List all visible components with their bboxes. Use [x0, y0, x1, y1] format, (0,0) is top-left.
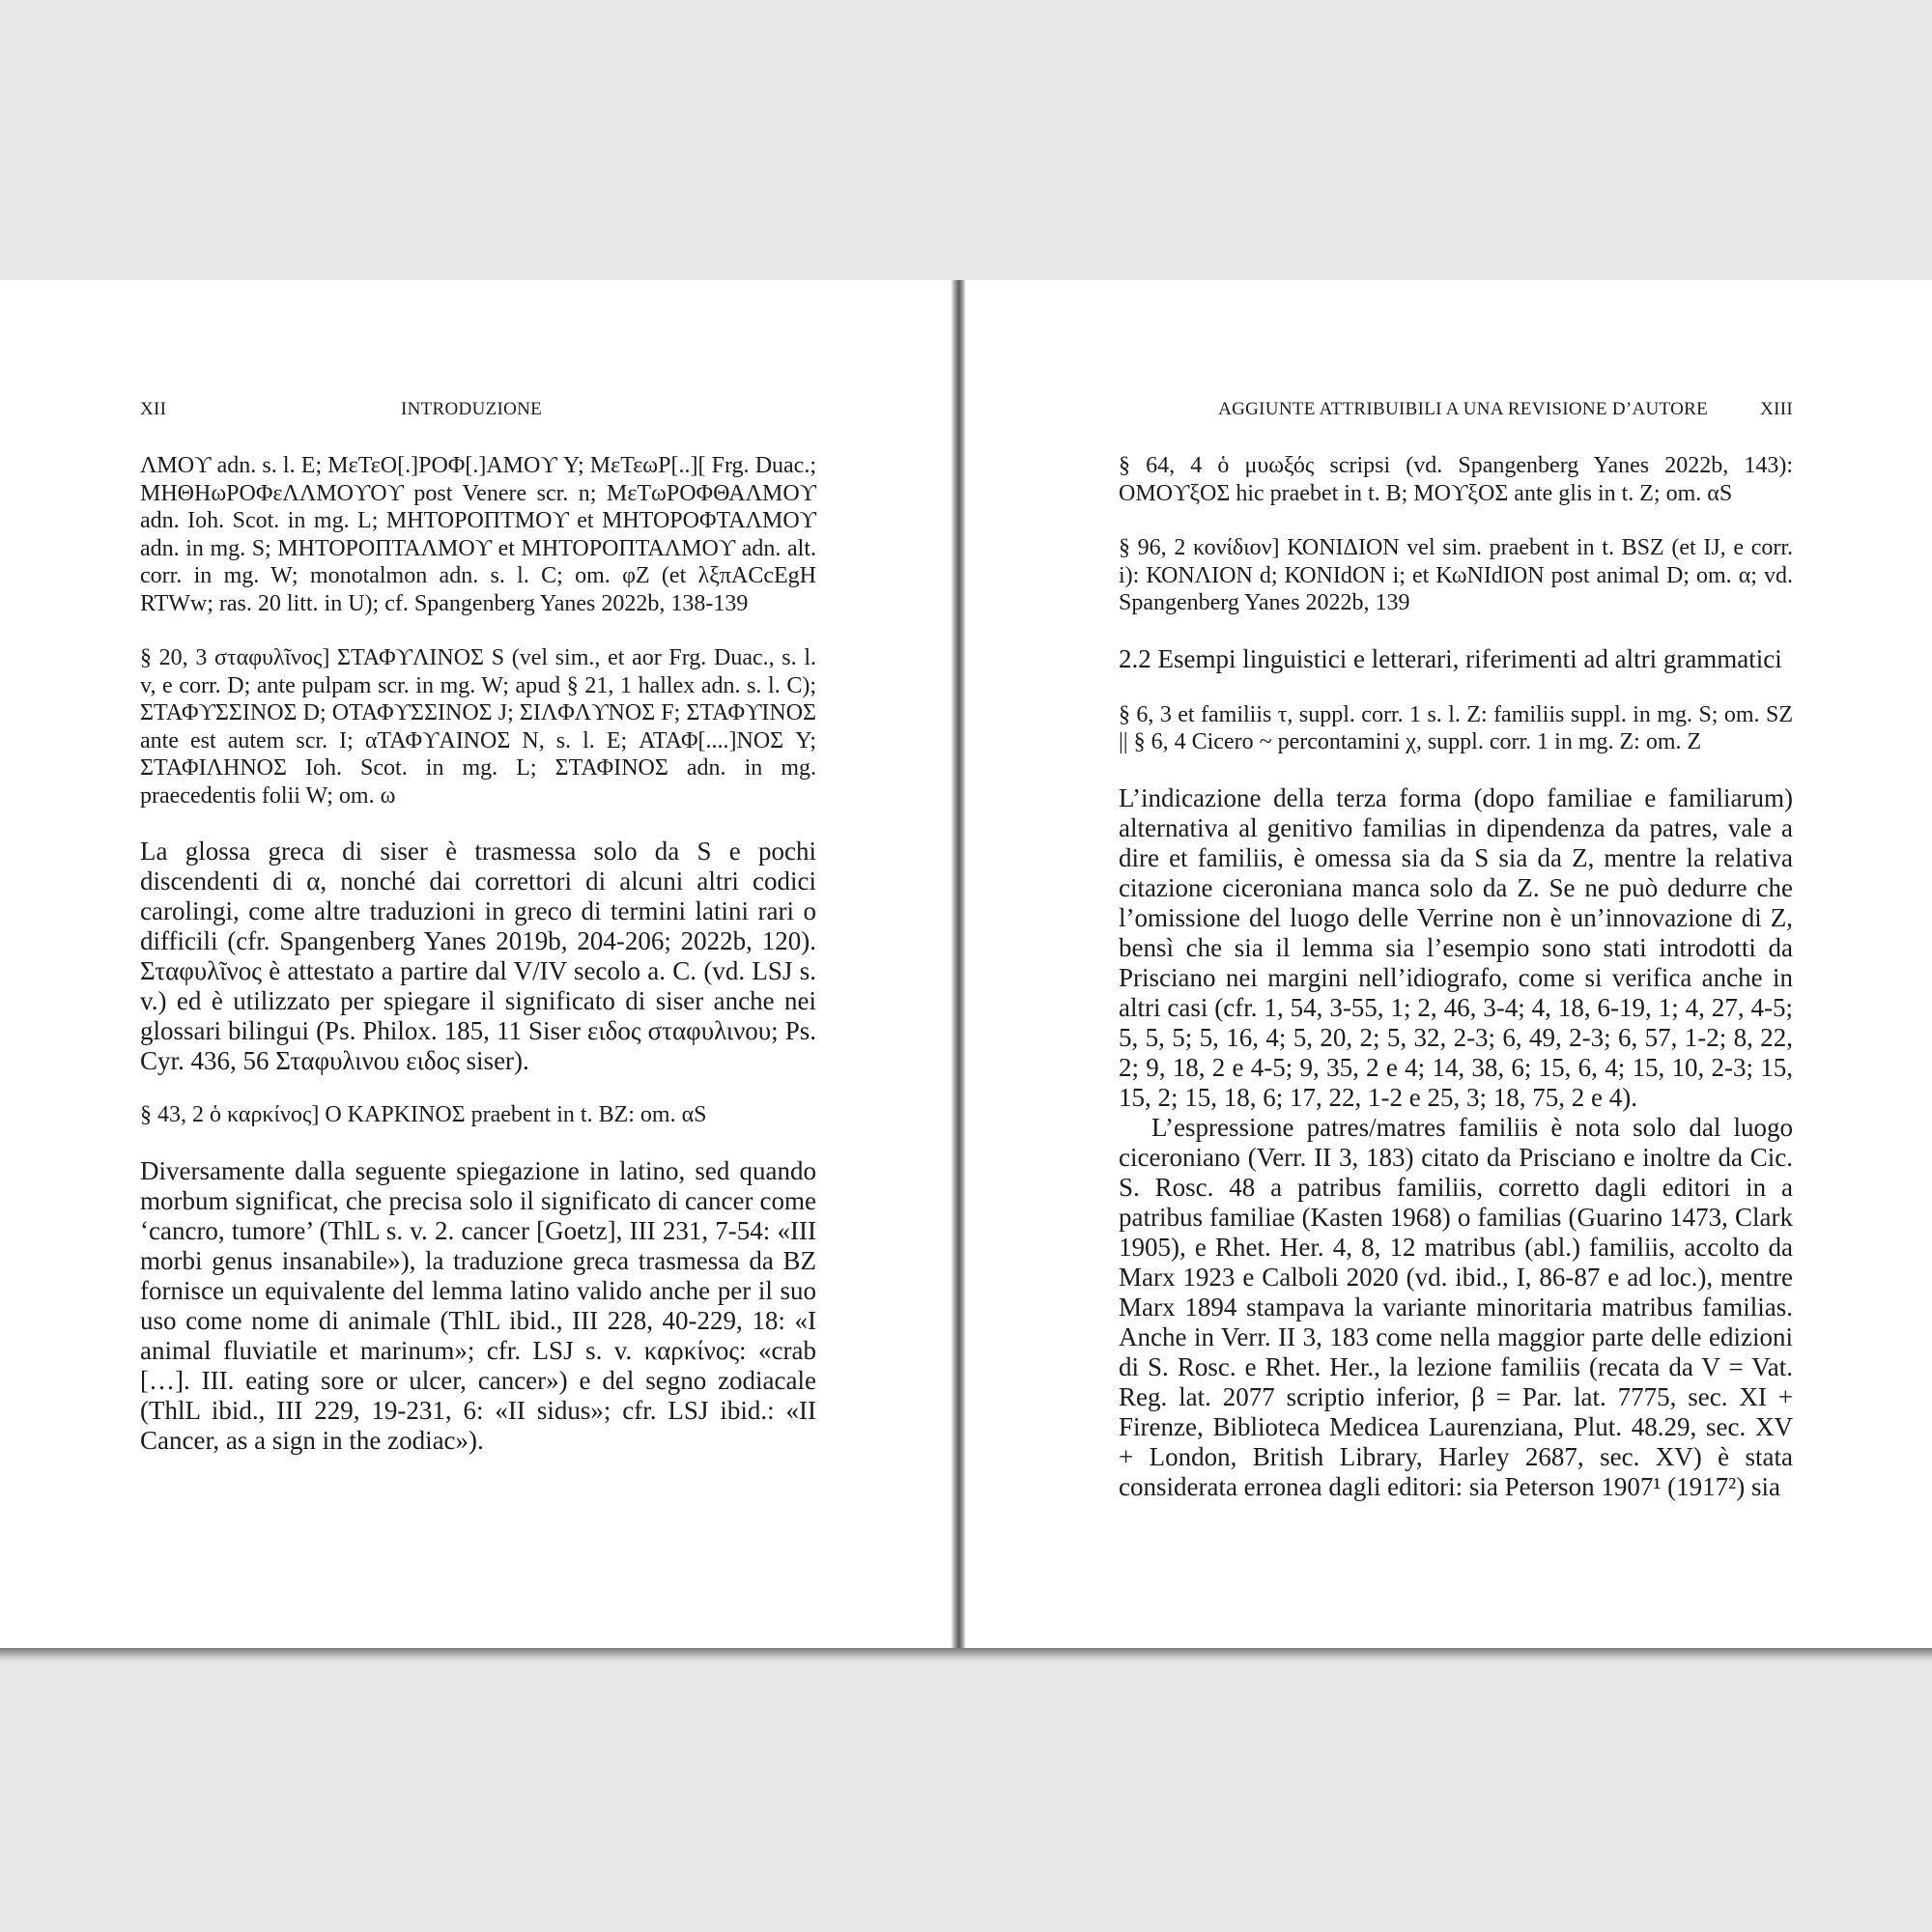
apparatus-entry: § 20, 3 σταφυλῖνος] ΣΤΑΦϒΛΙΝΟΣ S (vel sim., et aor Frg. Duac., s. l. v, e corr. D; ante pulpam scr. in mg. W; apud § 21, 1 hallex adn. s. l. C); ΣΤΑΦϒΣΣΙΝΟΣ D; ΟΤΑΦϒΣΣΙΝΟΣ J; ΣΙΛΦΛϒΝΟΣ F; ΣΤΑΦϒΙΝΟΣ ante est autem scr. I; αΤΑΦϒΑΙΝΟΣ N, s. l. E; ΑΤΑΦ[....]ΝΟΣ Y; ΣΤΑΦΙΛΗΝΟΣ Ioh. Scot. in mg. L; ΣΤΑΦΙΝΟΣ adn. in mg. praecedentis folii W; om. ω	[140, 645, 816, 809]
page-edge-shadow	[0, 1648, 1932, 1662]
book-spread	[0, 280, 1932, 1650]
apparatus-entry: § 6, 3 et familiis τ, suppl. corr. 1 s. l. Z: familiis suppl. in mg. S; om. SZ || § 6, 4 Cicero ~ percontamini χ, suppl. corr. 1 in mg. Z: om. Z	[1119, 701, 1793, 754]
running-title: AGGIUNTE ATTRIBUIBILI A UNA REVISIONE D’AUTORE	[1218, 399, 1708, 419]
book-gutter	[951, 280, 966, 1652]
apparatus-entry: ΛΜΟϒ adn. s. l. E; ΜεΤεΟ[.]ΡΟΦ[.]ΑΜΟϒ Y; ΜεΤεωΡ[..][ Frg. Duac.; ΜΗΘΗωΡΟΦεΛΛΜΟϒΟϒ post Venere scr. n; ΜεΤωΡΟΦΘΑΛΜΟϒ adn. Ioh. Scot. in mg. L; ΜΗΤΟΡΟΠΤΜΟϒ et ΜΗΤΟΡΟΦΤΑΛΜΟϒ adn. in mg. S; ΜΗΤΟΡΟΠΤΑΛΜΟϒ et ΜΗΤΟΡΟΠΤΑΛΜΟϒ adn. alt. corr. in mg. W; monotalmon adn. s. l. C; om. φZ (et λξπACcEgH RTWw; ras. 20 litt. in U); cf. Spangenberg Yanes 2022b, 138-139	[140, 453, 816, 616]
page-number: XIII	[1760, 399, 1793, 419]
page-body	[1119, 452, 1793, 1527]
paragraph: Diversamente dalla seguente spiegazione in latino, sed quando morbum significat, che precisa solo il significato di cancer come ‘cancro, tumore’ (ThlL s. v. 2. cancer [Goetz], III 231, 7-54: «III morbi genus insanabile»), la traduzione greca trasmessa da BZ fornisce un equivalente del lemma latino valido anche per il suo uso come nome di animale (ThlL ibid., III 228, 40-229, 18: «I animal fluviatile et marinum»; cfr. LSJ s. v. καρκίνος: «crab […]. III. eating sore or ulcer, cancer») e del segno zodiacale (ThlL ibid., III 229, 19-231, 6: «II sidus»; cfr. LSJ ibid.: «II Cancer, as a sign in the zodiac»).	[140, 1155, 816, 1455]
apparatus-entry: § 43, 2 ὁ καρκίνος] Ο ΚΑΡΚΙΝΟΣ praebent in t. BZ: om. αS	[140, 1102, 707, 1127]
page-body	[140, 452, 816, 1481]
apparatus-entry: § 96, 2 κονίδιον] ΚΟΝΙΔΙΟΝ vel sim. praebent in t. BSZ (et IJ, e corr. i): ΚΟΝΛΙΟΝ d; ΚΟΝΙdΟΝ i; et ΚωΝΙdΙΟΝ post animal D; om. α; vd. Spangenberg Yanes 2022b, 139	[1119, 535, 1793, 615]
paragraph: L’espressione patres/matres familiis è nota solo dal luogo ciceroniano (Verr. II 3, 183) citato da Prisciano e inoltre da Cic. S. Rosc. 48 a patribus familiis, corretto dagli editori in a patribus familiae (Kasten 1968) o familias (Guarino 1473, Clark 1905), e Rhet. Her. 4, 8, 12 matribus (abl.) familiis, accolto da Marx 1923 e Calboli 2020 (vd. ibid., I, 86-87 e ad loc.), mentre Marx 1894 stampava la variante minoritaria matribus familias. Anche in Verr. II 3, 183 come nella maggior parte delle edizioni di S. Rosc. e Rhet. Her., la lezione familiis (recata da V = Vat. Reg. lat. 2077 scriptio inferior, β = Par. lat. 7775, sec. XI + Firenze, Biblioteca Medicea Laurenziana, Plut. 48.29, sec. XV + London, British Library, Harley 2687, sec. XV) è stata considerata erronea dagli editori: sia Peterson 1907¹ (1917²) sia	[1119, 1112, 1793, 1501]
apparatus-entry: § 64, 4 ὁ μυωξός scripsi (vd. Spangenberg Yanes 2022b, 143): ΟΜΟϒξΟΣ hic praebet in t. B; ΜΟϒξΟΣ ante glis in t. Z; om. αS	[1119, 453, 1793, 506]
page-number: XII	[140, 399, 167, 419]
paragraph: La glossa greca di siser è trasmessa solo da S e pochi discendenti di α, nonché dai correttori di alcuni altri codici carolingi, come altre traduzioni in greco di termini latini rari o difficili (cfr. Spangenberg Yanes 2019b, 204-206; 2022b, 120). Σταφυλῖνος è attestato a partire dal V/IV secolo a. C. (vd. LSJ s. v.) ed è utilizzato per spiegare il significato di siser anche nei glossari bilingui (Ps. Philox. 185, 11 Siser ειδος σταφυλινου; Ps. Cyr. 436, 56 Σταφυλινου ειδος siser).	[140, 837, 816, 1075]
paragraph: L’indicazione della terza forma (dopo familiae e familiarum) alternativa al genitivo familias in dipendenza da patres, vale a dire et familiis, è omessa sia da S sia da Z, mentre la relativa citazione ciceroniana manca solo da Z. Se ne può dedurre che l’omissione del luogo delle Verrine non è un’innovazione di Z, bensì che sia il lemma sia l’esempio sono stati introdotti da Prisciano nei margini nell’idiografo, come si verifica anche in altri casi (cfr. 1, 54, 3-55, 1; 2, 46, 3-4; 4, 18, 6-19, 1; 4, 27, 4-5; 5, 5, 5; 5, 16, 4; 5, 20, 2; 5, 32, 2-3; 6, 49, 2-3; 6, 57, 1-2; 8, 22, 2; 9, 18, 2 e 4-5; 9, 35, 2 e 4; 14, 38, 6; 15, 6, 4; 15, 10, 2-3; 15, 15, 2; 15, 18, 6; 17, 22, 1-2 e 25, 3; 18, 75, 2 e 4).	[1119, 782, 1793, 1112]
running-title: INTRODUZIONE	[401, 399, 543, 419]
section-heading: 2.2 Esempi linguistici e letterari, riferimenti ad altri grammatici	[1119, 643, 1782, 673]
